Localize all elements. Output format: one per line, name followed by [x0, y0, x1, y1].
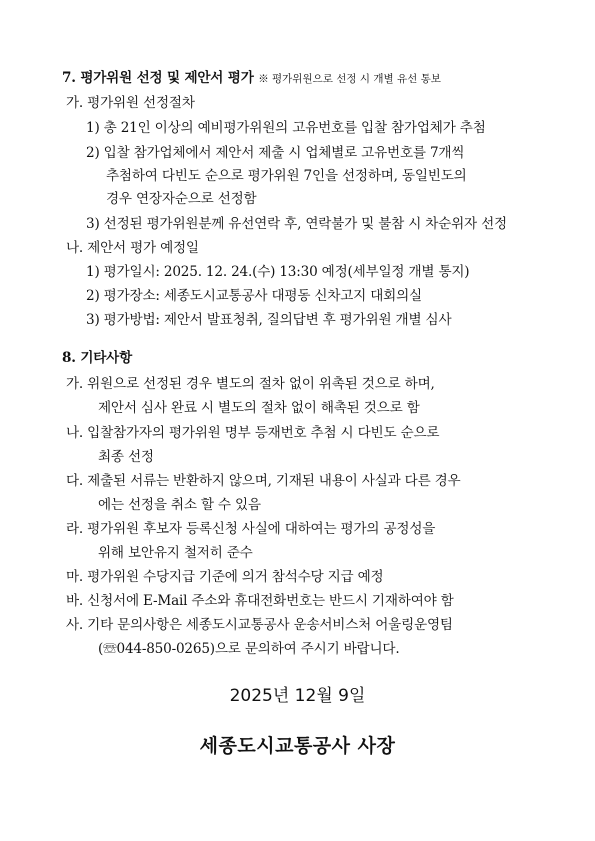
- ga-item-3: 3) 선정된 평가위원분께 유선연락 후, 연락불가 및 불참 시 차순위자 선정: [86, 216, 507, 232]
- section-7-ga-heading: 가. 평가위원 선정절차: [66, 95, 195, 111]
- section-7-heading: [62, 66, 441, 91]
- section-7-title: 7. 평가위원 선정 및 제안서 평가: [62, 70, 254, 86]
- sec8-item-da: 다. 제출된 서류는 반환하지 않으며, 기재된 내용이 사실과 다른 경우: [66, 473, 461, 489]
- sec8-item-ba: 바. 신청서에 E-Mail 주소와 휴대전화번호는 반드시 기재하여야 함: [66, 593, 454, 609]
- sec8-item-ra: 라. 평가위원 후보자 등록신청 사실에 대하여는 평가의 공정성을: [66, 521, 436, 537]
- ga-item-1: 1) 총 21인 이상의 예비평가위원의 고유번호를 입찰 참가업체가 추첨: [86, 120, 486, 136]
- ga-item-2-continued-2: 경우 연장자순으로 선정함: [106, 191, 257, 207]
- na-item-2: 2) 평가장소: 세종도시교통공사 대평동 신차고지 대회의실: [86, 288, 422, 304]
- na-item-1: 1) 평가일시: 2025. 12. 24.(수) 13:30 예정(세부일정 개별 통지): [86, 264, 470, 280]
- sec8-item-na: 나. 입찰참가자의 평가위원 명부 등재번호 추첨 시 다빈도 순으로: [66, 425, 440, 441]
- sec8-item-ga: 가. 위원으로 선정된 경우 별도의 절차 없이 위촉된 것으로 하며,: [66, 376, 435, 392]
- sec8-item-ra-continued: 위해 보안유지 철저히 준수: [98, 545, 253, 561]
- sec8-item-sa: 사. 기타 문의사항은 세종도시교통공사 운송서비스처 어울링운영팀: [66, 617, 453, 633]
- na-item-3: 3) 평가방법: 제안서 발표청취, 질의답변 후 평가위원 개별 심사: [86, 312, 452, 328]
- ga-item-2: 2) 입찰 참가업체에서 제안서 제출 시 업체별로 고유번호를 7개씩: [86, 145, 465, 161]
- sec8-item-ma: 마. 평가위원 수당지급 기준에 의거 참석수당 지급 예정: [66, 569, 384, 585]
- section-8-title: 8. 기타사항: [62, 350, 133, 366]
- document-signer: 세종도시교통공사 사장: [199, 735, 396, 757]
- sec8-item-da-continued: 에는 선정을 취소 할 수 있음: [98, 497, 261, 513]
- document-date: 2025년 12월 9일: [229, 686, 366, 706]
- ga-item-2-continued: 추첨하여 다빈도 순으로 평가위원 7인을 선정하며, 동일빈도의: [106, 168, 467, 184]
- section-7-note: ※ 평가위원으로 선정 시 개별 유선 통보: [258, 73, 441, 85]
- sec8-item-na-continued: 최종 선정: [98, 449, 154, 465]
- sec8-item-ga-continued: 제안서 심사 완료 시 별도의 절차 없이 해촉된 것으로 함: [98, 400, 420, 416]
- sec8-item-sa-continued: (☏044-850-0265)으로 문의하여 주시기 바랍니다.: [98, 641, 400, 657]
- section-7-na-heading: 나. 제안서 평가 예정일: [66, 240, 199, 256]
